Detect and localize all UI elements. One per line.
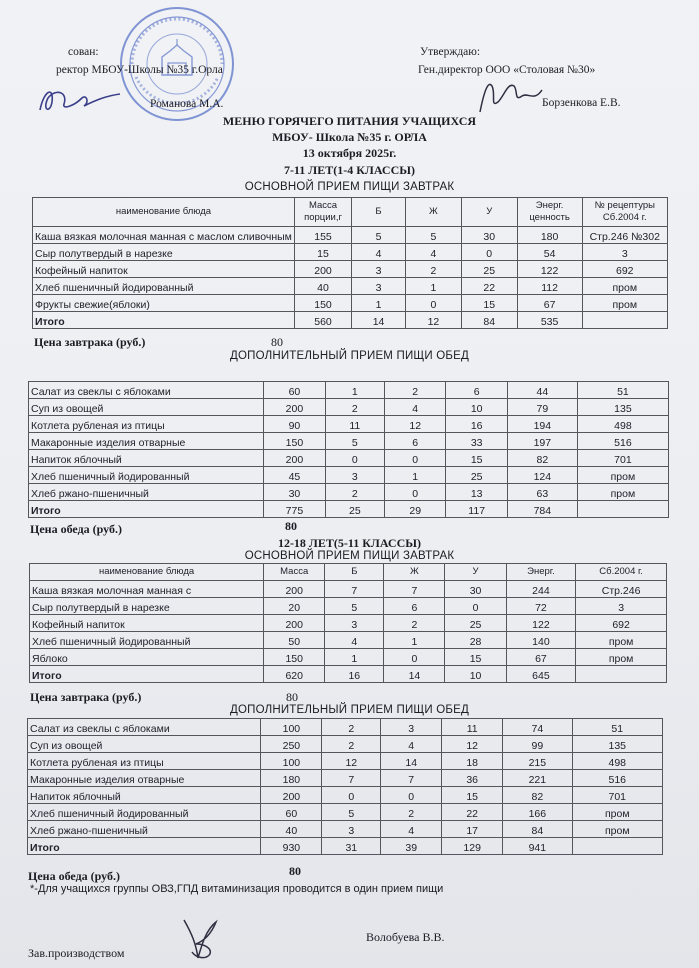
total-row	[30, 666, 667, 683]
table-cell: 516	[572, 770, 662, 787]
table-cell: 5	[352, 227, 406, 244]
table-cell: 36	[442, 770, 503, 787]
dish-name: Каша вязкая молочная манная с	[30, 581, 264, 598]
table-cell: 25	[461, 261, 517, 278]
table-cell: 150	[264, 433, 325, 450]
table-cell: 200	[264, 581, 325, 598]
table-cell: 20	[264, 598, 325, 615]
table-cell: 221	[503, 770, 572, 787]
dish-name: Кофейный напиток	[30, 615, 264, 632]
block2-lunch-title: ДОПОЛНИТЕЛЬНЫЙ ПРИЕМ ПИЩИ ОБЕД	[229, 704, 470, 716]
total-cell: 10	[445, 666, 506, 683]
table-cell: 51	[577, 382, 668, 399]
total-label: Итого	[28, 838, 261, 855]
table-row	[33, 278, 668, 295]
table-cell: 3	[576, 598, 667, 615]
table-cell: пром	[576, 649, 667, 666]
table-row	[30, 581, 667, 598]
table-cell: 6	[446, 382, 507, 399]
table-cell: 45	[264, 467, 325, 484]
table-cell: пром	[577, 467, 668, 484]
column-header: Б	[325, 564, 384, 581]
block1-lunch-price-label: Цена обеда (руб.)	[30, 522, 123, 536]
table-cell: 197	[507, 433, 577, 450]
table-cell: 79	[507, 399, 577, 416]
table-cell: 15	[461, 295, 517, 312]
total-cell: 39	[381, 838, 442, 855]
table-cell: 498	[572, 753, 662, 770]
table-cell: пром	[577, 484, 668, 501]
table-cell: 1	[406, 278, 462, 295]
table-cell: 4	[325, 632, 384, 649]
table-cell: 1	[384, 632, 445, 649]
table-cell: 155	[294, 227, 351, 244]
total-cell: 12	[406, 312, 462, 329]
table-row	[29, 433, 669, 450]
table-cell: 3	[381, 719, 442, 736]
table-cell: 200	[264, 399, 325, 416]
table-cell: 200	[264, 615, 325, 632]
table-header-row	[33, 198, 668, 227]
dish-name: Котлета рубленая из птицы	[28, 753, 261, 770]
table-cell: 180	[517, 227, 582, 244]
dish-name: Хлеб пшеничный йодированный	[29, 467, 264, 484]
table-cell: 7	[325, 581, 384, 598]
approval-right-line2: Ген.директор ООО «Столовая №30»	[418, 64, 596, 76]
block2-breakfast-title: ОСНОВНОЙ ПРИЕМ ПИЩИ ЗАВТРАК	[244, 550, 455, 562]
table-cell: 0	[445, 598, 506, 615]
table-cell: Стр.246	[576, 581, 667, 598]
column-header: У	[461, 198, 517, 227]
table-cell: 13	[446, 484, 507, 501]
dish-name: Хлеб пшеничный йодированный	[33, 278, 295, 295]
column-header: У	[445, 564, 506, 581]
table-cell: 22	[461, 278, 517, 295]
dish-name: Макаронные изделия отварные	[28, 770, 261, 787]
table-cell: 22	[442, 804, 503, 821]
table-cell: 17	[442, 821, 503, 838]
table-cell: 122	[517, 261, 582, 278]
table-cell: 4	[381, 821, 442, 838]
dish-name: Хлеб пшеничный йодированный	[28, 804, 261, 821]
block1-breakfast-table	[32, 197, 668, 329]
table-cell: 40	[294, 278, 351, 295]
table-cell: 28	[445, 632, 506, 649]
total-cell	[576, 666, 667, 683]
table-cell: 10	[446, 399, 507, 416]
table-cell: 4	[385, 399, 446, 416]
table-cell: пром	[582, 295, 667, 312]
age-group-1: 7-11 ЛЕТ(1-4 КЛАССЫ)	[283, 163, 416, 177]
dish-name: Яблоко	[30, 649, 264, 666]
total-cell: 14	[352, 312, 406, 329]
total-cell: 930	[261, 838, 322, 855]
approval-left-line1: сован:	[68, 46, 99, 58]
table-row	[28, 770, 663, 787]
table-row	[30, 632, 667, 649]
table-cell: 2	[322, 719, 381, 736]
total-cell: 560	[294, 312, 351, 329]
table-cell: 12	[322, 753, 381, 770]
table-cell: 194	[507, 416, 577, 433]
table-cell: 82	[503, 787, 572, 804]
table-cell: 74	[503, 719, 572, 736]
table-cell: 99	[503, 736, 572, 753]
table-cell: 67	[517, 295, 582, 312]
table-cell: 12	[385, 416, 446, 433]
table-row	[33, 295, 668, 312]
table-cell: 166	[503, 804, 572, 821]
table-cell: 4	[381, 736, 442, 753]
table-cell: 4	[352, 244, 406, 261]
production-manager-signature-icon	[176, 914, 226, 964]
table-cell: 63	[507, 484, 577, 501]
dish-name: Макаронные изделия отварные	[29, 433, 264, 450]
table-cell: 140	[506, 632, 576, 649]
table-cell: 72	[506, 598, 576, 615]
table-cell: 14	[381, 753, 442, 770]
dish-name: Суп из овощей	[29, 399, 264, 416]
approval-left-name: Романова М.А.	[150, 98, 224, 110]
table-cell: 15	[445, 649, 506, 666]
dish-name: Котлета рубленая из птицы	[29, 416, 264, 433]
table-cell: 124	[507, 467, 577, 484]
table-cell: 1	[325, 382, 384, 399]
total-cell: 14	[384, 666, 445, 683]
table-cell: 701	[572, 787, 662, 804]
table-cell: 7	[322, 770, 381, 787]
table-cell: 25	[445, 615, 506, 632]
total-cell	[582, 312, 667, 329]
table-cell: 15	[442, 787, 503, 804]
dish-name: Кофейный напиток	[33, 261, 295, 278]
total-cell: 535	[517, 312, 582, 329]
table-cell: 7	[381, 770, 442, 787]
table-cell: 200	[261, 787, 322, 804]
table-row	[33, 227, 668, 244]
dish-name: Напиток яблочный	[28, 787, 261, 804]
school-title: МБОУ- Школа №35 г. ОРЛА	[272, 130, 427, 144]
table-cell: 18	[442, 753, 503, 770]
table-cell: пром	[572, 821, 662, 838]
table-cell: 15	[294, 244, 351, 261]
table-row	[28, 753, 663, 770]
total-cell	[577, 501, 668, 518]
menu-title: МЕНЮ ГОРЯЧЕГО ПИТАНИЯ УЧАЩИХСЯ	[222, 114, 477, 128]
table-cell: 200	[294, 261, 351, 278]
total-cell: 645	[506, 666, 576, 683]
table-cell: 0	[461, 244, 517, 261]
table-header-row	[30, 564, 667, 581]
table-row	[30, 649, 667, 666]
column-header: Энерг.	[506, 564, 576, 581]
block2-lunch-price-label: Цена обеда (руб.)	[28, 869, 121, 883]
table-row	[29, 382, 669, 399]
column-header: Сб.2004 г.	[576, 564, 667, 581]
block2-breakfast-table	[29, 563, 667, 683]
table-cell: 84	[503, 821, 572, 838]
column-header: № рецептуры Сб.2004 г.	[582, 198, 667, 227]
table-cell: 2	[384, 615, 445, 632]
block1-breakfast-title: ОСНОВНОЙ ПРИЕМ ПИЩИ ЗАВТРАК	[244, 181, 455, 193]
footer-position: Зав.производством	[28, 946, 125, 960]
table-cell: 67	[506, 649, 576, 666]
age-group-2: 12-18 ЛЕТ(5-11 КЛАССЫ)	[277, 536, 422, 550]
table-cell: 30	[264, 484, 325, 501]
table-cell: 2	[325, 484, 384, 501]
table-cell: 692	[576, 615, 667, 632]
table-cell: 3	[352, 261, 406, 278]
column-header: Энерг. ценность	[517, 198, 582, 227]
block1-breakfast-price: 80	[271, 335, 283, 349]
block1-lunch-price: 80	[285, 519, 297, 533]
table-cell: 498	[577, 416, 668, 433]
column-header: Ж	[384, 564, 445, 581]
dish-name: Хлеб ржано-пшеничный	[29, 484, 264, 501]
table-row	[30, 598, 667, 615]
table-cell: 2	[385, 382, 446, 399]
table-cell: 150	[264, 649, 325, 666]
menu-date: 13 октября 2025г.	[302, 146, 397, 160]
block2-breakfast-price-label: Цена завтрака (руб.)	[30, 690, 142, 704]
table-cell: 50	[264, 632, 325, 649]
column-header: Б	[352, 198, 406, 227]
table-cell: 60	[261, 804, 322, 821]
table-cell: 135	[572, 736, 662, 753]
total-cell: 31	[322, 838, 381, 855]
column-header: Масса	[264, 564, 325, 581]
table-row	[28, 787, 663, 804]
total-cell: 941	[503, 838, 572, 855]
table-row	[33, 261, 668, 278]
total-cell: 775	[264, 501, 325, 518]
table-cell: 82	[507, 450, 577, 467]
total-cell: 117	[446, 501, 507, 518]
table-cell: 40	[261, 821, 322, 838]
table-cell: 180	[261, 770, 322, 787]
total-row	[33, 312, 668, 329]
table-cell: пром	[572, 804, 662, 821]
block2-lunch-price: 80	[289, 864, 301, 878]
dish-name: Фрукты свежие(яблоки)	[33, 295, 295, 312]
table-cell: 135	[577, 399, 668, 416]
dish-name: Сыр полутвердый в нарезке	[33, 244, 295, 261]
table-cell: 1	[385, 467, 446, 484]
total-cell: 16	[325, 666, 384, 683]
footnote: *-Для учащихся группы ОВЗ,ГПД витаминизация проводится в один прием пищи	[30, 883, 444, 895]
table-cell: 1	[352, 295, 406, 312]
table-cell: пром	[582, 278, 667, 295]
table-row	[29, 450, 669, 467]
total-cell	[572, 838, 662, 855]
table-row	[29, 467, 669, 484]
total-cell: 784	[507, 501, 577, 518]
table-cell: 54	[517, 244, 582, 261]
total-row	[28, 838, 663, 855]
dish-name: Хлеб пшеничный йодированный	[30, 632, 264, 649]
column-header: наименование блюда	[30, 564, 264, 581]
total-cell: 620	[264, 666, 325, 683]
table-cell: 3	[582, 244, 667, 261]
table-cell: 2	[406, 261, 462, 278]
total-row	[29, 501, 669, 518]
table-cell: 0	[384, 649, 445, 666]
total-label: Итого	[29, 501, 264, 518]
table-cell: пром	[576, 632, 667, 649]
table-cell: 250	[261, 736, 322, 753]
dish-name: Напиток яблочный	[29, 450, 264, 467]
dish-name: Хлеб ржано-пшеничный	[28, 821, 261, 838]
table-row	[28, 804, 663, 821]
approval-right-line1: Утверждаю:	[420, 46, 481, 58]
table-cell: 5	[322, 804, 381, 821]
total-cell: 84	[461, 312, 517, 329]
table-cell: 0	[406, 295, 462, 312]
table-cell: 3	[352, 278, 406, 295]
table-cell: 3	[322, 821, 381, 838]
table-row	[28, 821, 663, 838]
table-cell: 15	[446, 450, 507, 467]
table-cell: 0	[322, 787, 381, 804]
table-cell: 11	[442, 719, 503, 736]
block1-lunch-title: ДОПОЛНИТЕЛЬНЫЙ ПРИЕМ ПИЩИ ОБЕД	[229, 350, 470, 362]
column-header: Ж	[406, 198, 462, 227]
table-cell: 150	[294, 295, 351, 312]
table-row	[28, 719, 663, 736]
table-cell: 51	[572, 719, 662, 736]
table-cell: 25	[446, 467, 507, 484]
total-cell: 25	[325, 501, 384, 518]
table-cell: 112	[517, 278, 582, 295]
table-cell: 5	[406, 227, 462, 244]
table-cell: 200	[264, 450, 325, 467]
total-cell: 29	[385, 501, 446, 518]
table-cell: 3	[325, 615, 384, 632]
dish-name: Каша вязкая молочная манная с маслом сливочным	[33, 227, 295, 244]
table-cell: Стр.246 №302	[582, 227, 667, 244]
table-row	[33, 244, 668, 261]
table-cell: 5	[325, 433, 384, 450]
table-cell: 0	[381, 787, 442, 804]
block1-breakfast-price-label: Цена завтрака (руб.)	[34, 335, 146, 349]
table-cell: 2	[381, 804, 442, 821]
column-header: Масса порции,г	[294, 198, 351, 227]
table-cell: 1	[325, 649, 384, 666]
table-cell: 692	[582, 261, 667, 278]
table-cell: 12	[442, 736, 503, 753]
table-cell: 516	[577, 433, 668, 450]
approval-left-line2: ректор МБОУ-Школы №35 г.Орла	[56, 64, 223, 76]
table-cell: 6	[384, 598, 445, 615]
dish-name: Сыр полутвердый в нарезке	[30, 598, 264, 615]
table-cell: 701	[577, 450, 668, 467]
dish-name: Салат из свеклы с яблоками	[29, 382, 264, 399]
table-row	[30, 615, 667, 632]
total-cell: 129	[442, 838, 503, 855]
dish-name: Суп из овощей	[28, 736, 261, 753]
table-cell: 3	[325, 467, 384, 484]
table-row	[29, 416, 669, 433]
column-header: наименование блюда	[33, 198, 295, 227]
total-label: Итого	[30, 666, 264, 683]
table-cell: 90	[264, 416, 325, 433]
table-row	[29, 399, 669, 416]
table-cell: 215	[503, 753, 572, 770]
block2-lunch-table	[27, 718, 663, 855]
block1-lunch-table	[28, 381, 669, 518]
table-cell: 60	[264, 382, 325, 399]
table-cell: 30	[461, 227, 517, 244]
block2-breakfast-price: 80	[286, 690, 298, 704]
table-cell: 5	[325, 598, 384, 615]
table-cell: 100	[261, 753, 322, 770]
table-cell: 16	[446, 416, 507, 433]
table-cell: 4	[406, 244, 462, 261]
dish-name: Салат из свеклы с яблоками	[28, 719, 261, 736]
approval-right-name: Борзенкова Е.В.	[542, 97, 621, 109]
table-cell: 33	[446, 433, 507, 450]
table-row	[28, 736, 663, 753]
table-cell: 0	[325, 450, 384, 467]
table-cell: 30	[445, 581, 506, 598]
table-cell: 7	[384, 581, 445, 598]
table-row	[29, 484, 669, 501]
footer-name: Волобуева В.В.	[366, 930, 445, 944]
table-cell: 244	[506, 581, 576, 598]
total-label: Итого	[33, 312, 295, 329]
table-cell: 100	[261, 719, 322, 736]
table-cell: 6	[385, 433, 446, 450]
table-cell: 2	[325, 399, 384, 416]
table-cell: 44	[507, 382, 577, 399]
table-cell: 2	[322, 736, 381, 753]
table-cell: 11	[325, 416, 384, 433]
table-cell: 0	[385, 484, 446, 501]
table-cell: 0	[385, 450, 446, 467]
table-cell: 122	[506, 615, 576, 632]
